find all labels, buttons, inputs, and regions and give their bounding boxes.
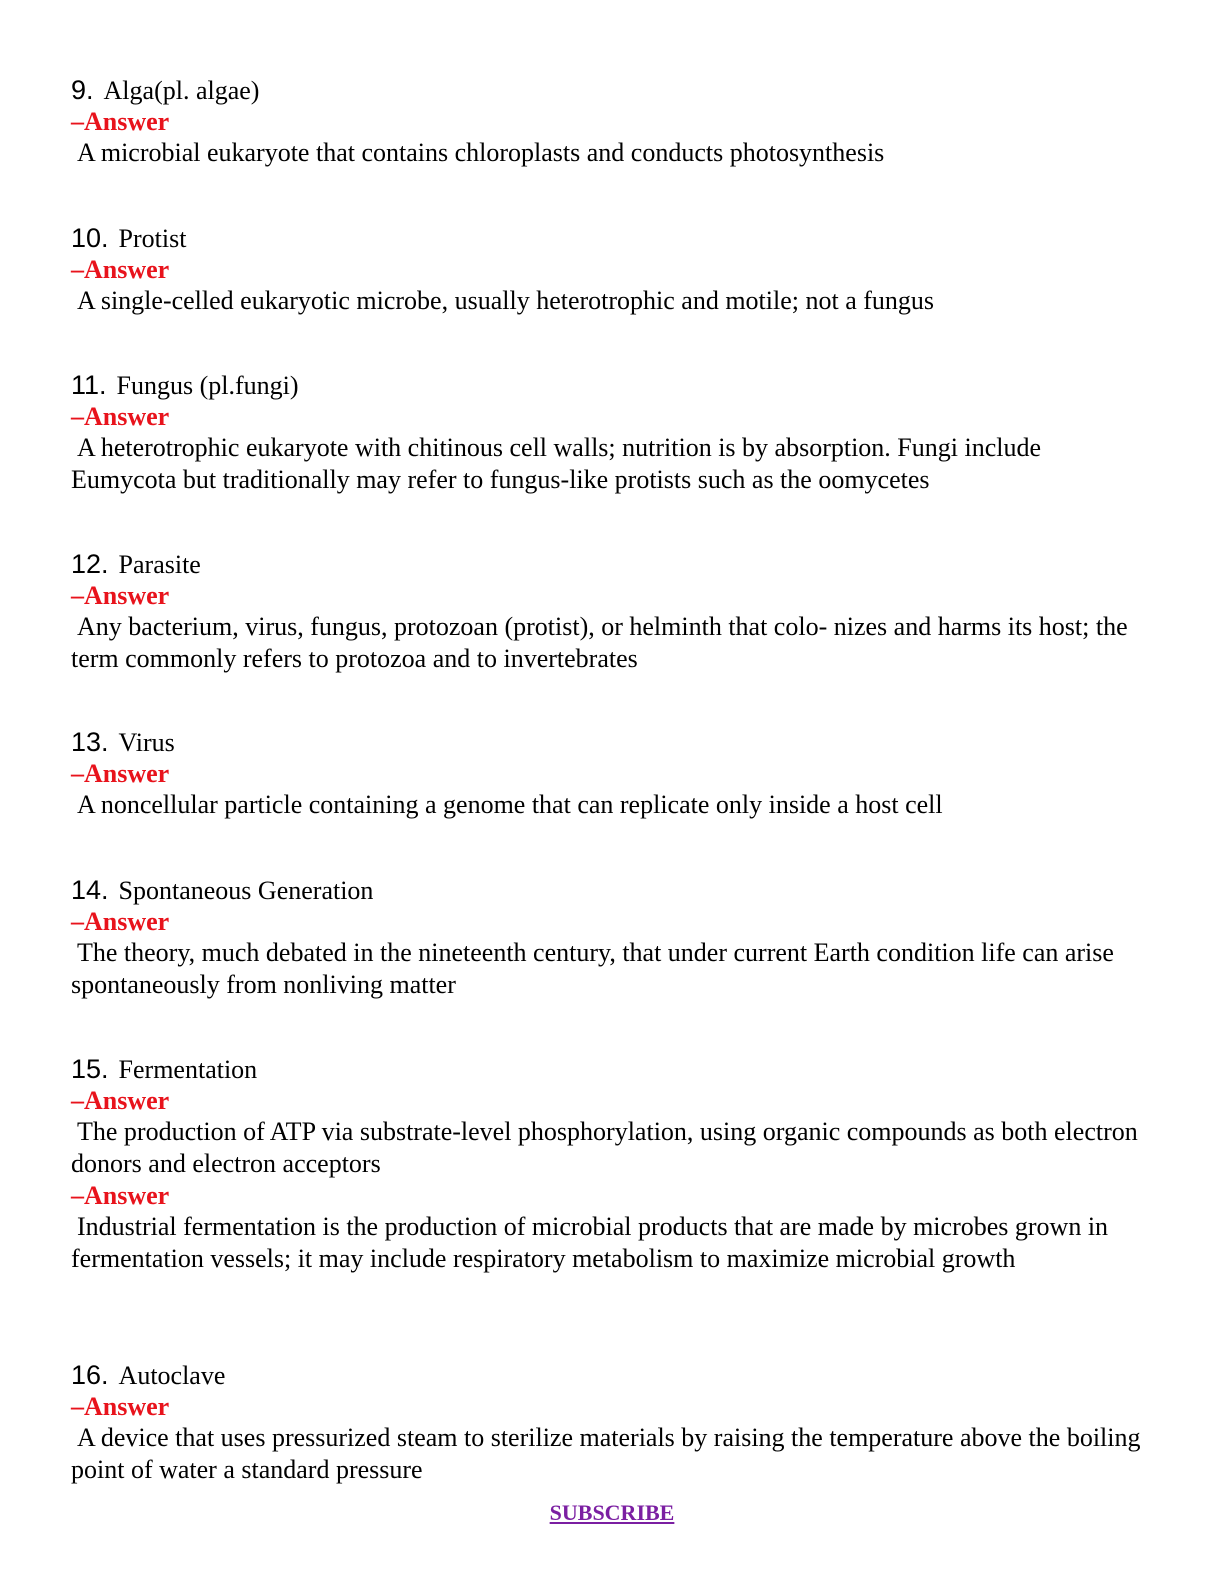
entry-term: Parasite bbox=[118, 550, 201, 579]
entry-term: Virus bbox=[118, 728, 175, 757]
answer-label: –Answer bbox=[71, 581, 170, 610]
answer-text: The production of ATP via substrate-level phosphorylation, using organic compounds as both electron donors and electron acceptors bbox=[71, 1117, 1138, 1178]
answer-text: A device that uses pressurized steam to sterilize materials by raising the temperature above the boiling point of water a standard pressure bbox=[71, 1423, 1141, 1484]
entry-term: Autoclave bbox=[118, 1361, 226, 1390]
term-line bbox=[71, 222, 934, 254]
answer-text: A single-celled eukaryotic microbe, usually heterotrophic and motile; not a fungus bbox=[77, 286, 935, 315]
answer-label: –Answer bbox=[71, 107, 170, 136]
entry-number: 14. bbox=[71, 875, 109, 905]
entry-16 bbox=[71, 1359, 1151, 1486]
entry-term: Protist bbox=[118, 224, 187, 253]
term-line bbox=[71, 74, 884, 106]
term-line bbox=[71, 1359, 1151, 1391]
answer-label: –Answer bbox=[71, 1181, 170, 1210]
entry-number: 11. bbox=[71, 370, 107, 400]
entry-number: 15. bbox=[71, 1054, 109, 1084]
entry-term: Alga(pl. algae) bbox=[103, 76, 260, 105]
entry-number: 10. bbox=[71, 223, 109, 253]
answer-label: –Answer bbox=[71, 1392, 170, 1421]
entry-number: 12. bbox=[71, 549, 109, 579]
entry-term: Spontaneous Generation bbox=[118, 876, 374, 905]
entry-10 bbox=[71, 222, 934, 317]
answer-text: Any bacterium, virus, fungus, protozoan (protist), or helminth that colo- nizes and harms its host; the term commonly refers to protozoa and to invertebrates bbox=[71, 612, 1128, 673]
entry-14 bbox=[71, 874, 1151, 1001]
entry-13 bbox=[71, 726, 943, 821]
entry-term: Fermentation bbox=[118, 1055, 258, 1084]
subscribe-link[interactable]: SUBSCRIBE bbox=[549, 1500, 675, 1525]
entry-12 bbox=[71, 548, 1151, 675]
answer-text: Industrial fermentation is the production of microbial products that are made by microbes grown in fermentation vessels; it may include respiratory metabolism to maximize microbial growth bbox=[71, 1212, 1109, 1273]
footer bbox=[0, 1500, 1224, 1526]
entry-11 bbox=[71, 369, 1151, 496]
term-line bbox=[71, 369, 1151, 401]
term-line bbox=[71, 726, 943, 758]
answer-label: –Answer bbox=[71, 255, 170, 284]
answer-text: The theory, much debated in the nineteenth century, that under current Earth condition life can arise spontaneously from nonliving matter bbox=[71, 938, 1114, 999]
entry-number: 9. bbox=[71, 75, 94, 105]
answer-label: –Answer bbox=[71, 759, 170, 788]
term-line bbox=[71, 548, 1151, 580]
entry-number: 16. bbox=[71, 1360, 109, 1390]
answer-text: A microbial eukaryote that contains chloroplasts and conducts photosynthesis bbox=[77, 138, 885, 167]
entry-term: Fungus (pl.fungi) bbox=[116, 371, 299, 400]
answer-text: A heterotrophic eukaryote with chitinous cell walls; nutrition is by absorption. Fungi include Eumycota but traditionally may refer to fungus-like protists such as the oomycetes bbox=[71, 433, 1042, 494]
entry-9 bbox=[71, 74, 884, 169]
term-line bbox=[71, 1053, 1151, 1085]
entry-number: 13. bbox=[71, 727, 109, 757]
answer-label: –Answer bbox=[71, 402, 170, 431]
answer-label: –Answer bbox=[71, 1086, 170, 1115]
answer-text: A noncellular particle containing a genome that can replicate only inside a host cell bbox=[77, 790, 943, 819]
term-line bbox=[71, 874, 1151, 906]
entry-15 bbox=[71, 1053, 1151, 1275]
answer-label: –Answer bbox=[71, 907, 170, 936]
